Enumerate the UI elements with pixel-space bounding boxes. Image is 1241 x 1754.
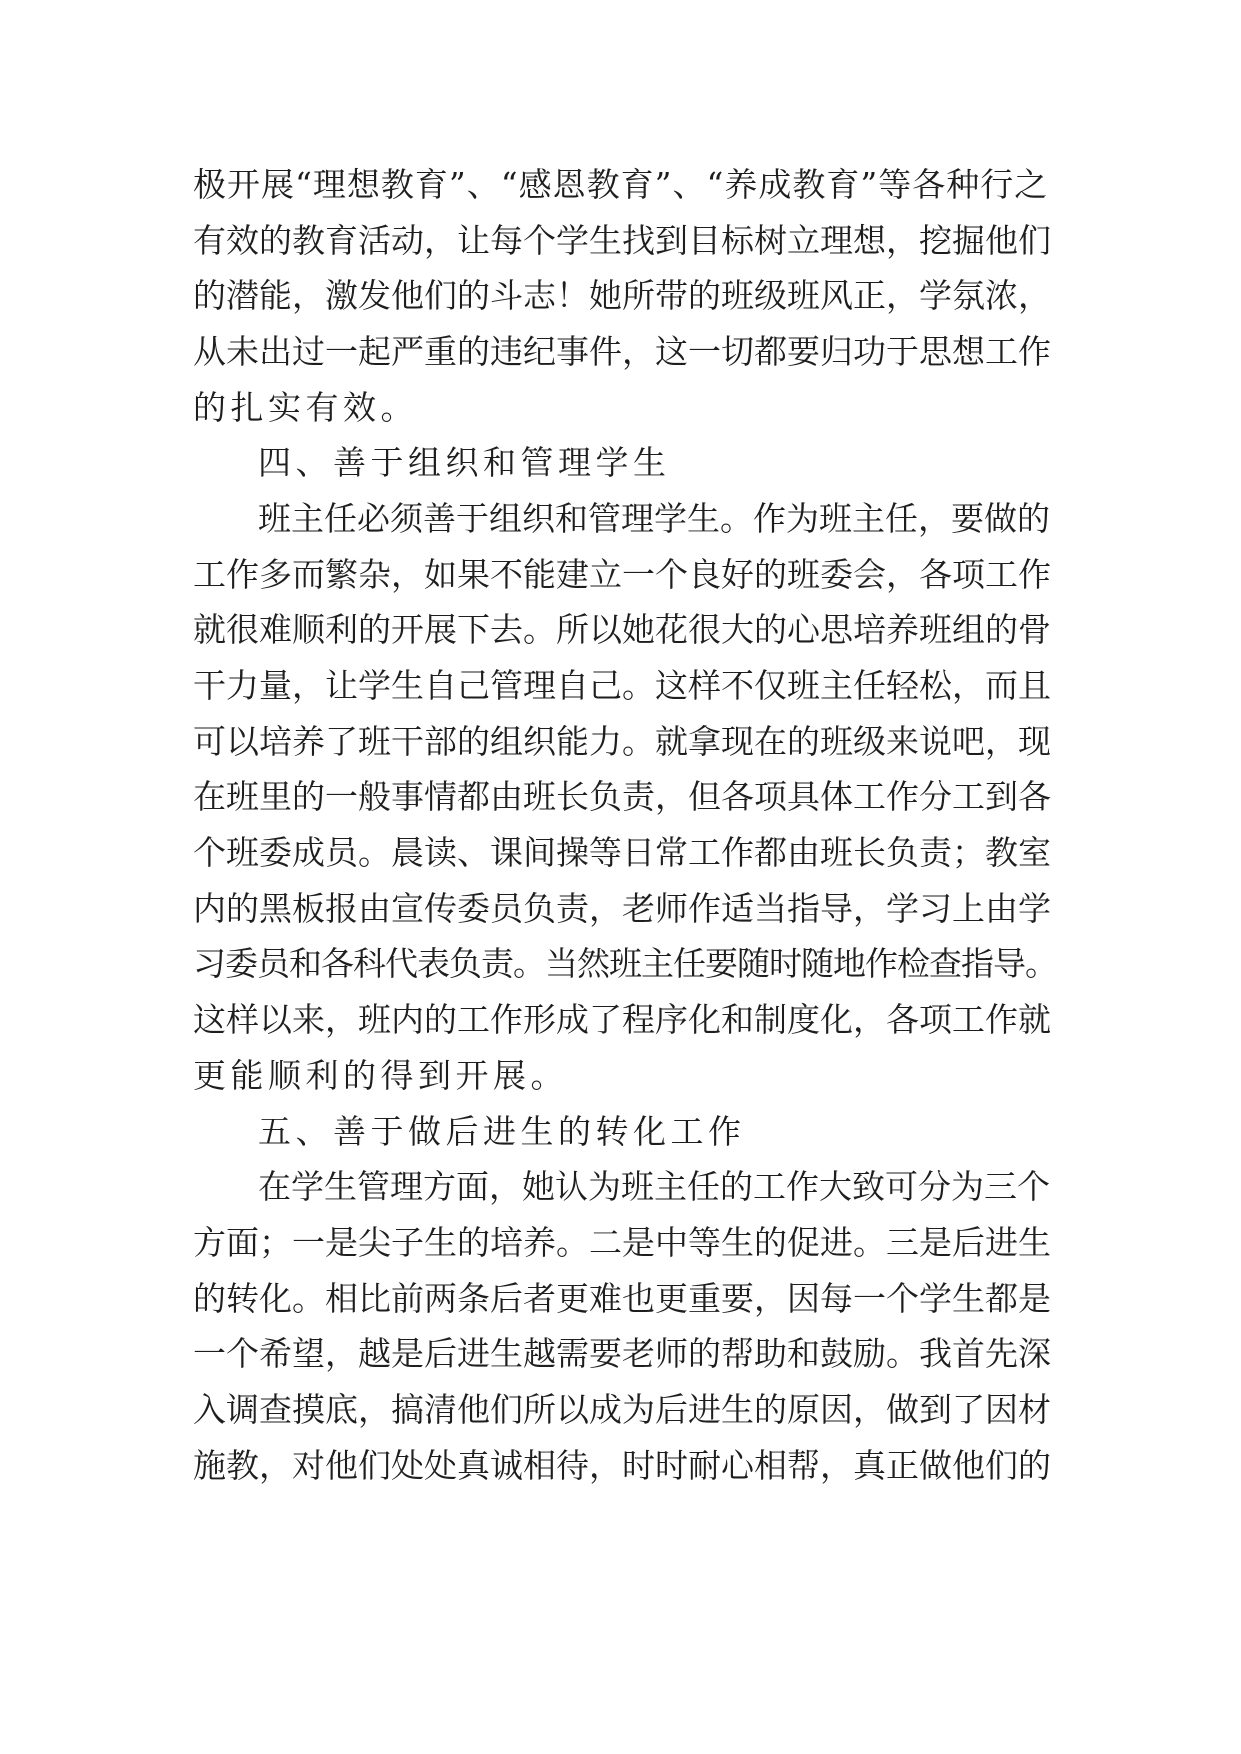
body-text-line: 方面；一是尖子生的培养。二是中等生的促进。三是后进生 <box>193 1223 1051 1262</box>
body-text-line: 在班里的一般事情都由班长负责，但各项具体工作分工到各 <box>193 777 1051 816</box>
body-text-line: 这样以来，班内的工作形成了程序化和制度化，各项工作就 <box>193 1000 1051 1039</box>
body-text-line: 个班委成员。晨读、课间操等日常工作都由班长负责；教室 <box>193 833 1051 872</box>
body-text-line: 更能顺利的得到开展。 <box>193 1056 568 1095</box>
body-text-line: 就很难顺利的开展下去。所以她花很大的心思培养班组的骨 <box>193 610 1051 649</box>
body-text-line: 一个希望，越是后进生越需要老师的帮助和鼓励。我首先深 <box>193 1334 1051 1373</box>
section-heading-5: 五、善于做后进生的转化工作 <box>258 1112 746 1151</box>
body-text-line: 工作多而繁杂，如果不能建立一个良好的班委会，各项工作 <box>193 555 1051 594</box>
body-text-line: 极开展“理想教育”、“感恩教育”、“养成教育”等各种行之 <box>193 165 1049 204</box>
body-text-line: 的转化。相比前两条后者更难也更重要，因每一个学生都是 <box>193 1279 1051 1318</box>
body-text-line: 内的黑板报由宣传委员负责，老师作适当指导，学习上由学 <box>193 889 1051 928</box>
section-heading-4: 四、善于组织和管理学生 <box>258 443 671 482</box>
body-text-line: 的潜能，激发他们的斗志！她所带的班级班风正，学氛浓， <box>193 276 1051 315</box>
body-text-line: 可以培养了班干部的组织能力。就拿现在的班级来说吧，现 <box>193 722 1051 761</box>
paragraph-first-line: 班主任必须善于组织和管理学生。作为班主任，要做的 <box>258 499 1050 538</box>
body-text-line: 有效的教育活动，让每个学生找到目标树立理想，挖掘他们 <box>193 221 1051 260</box>
paragraph-first-line: 在学生管理方面，她认为班主任的工作大致可分为三个 <box>258 1167 1050 1206</box>
body-text-line: 入调查摸底，搞清他们所以成为后进生的原因，做到了因材 <box>193 1390 1051 1429</box>
body-text-line: 的扎实有效。 <box>193 388 418 427</box>
body-text-line: 从未出过一起严重的违纪事件，这一切都要归功于思想工作 <box>193 332 1051 371</box>
body-text-line: 习委员和各科代表负责。当然班主任要随时随地作检查指导。 <box>193 944 1057 983</box>
body-text-line: 干力量，让学生自己管理自己。这样不仅班主任轻松，而且 <box>193 666 1051 705</box>
body-text-line: 施教，对他们处处真诚相待，时时耐心相帮，真正做他们的 <box>193 1446 1051 1485</box>
